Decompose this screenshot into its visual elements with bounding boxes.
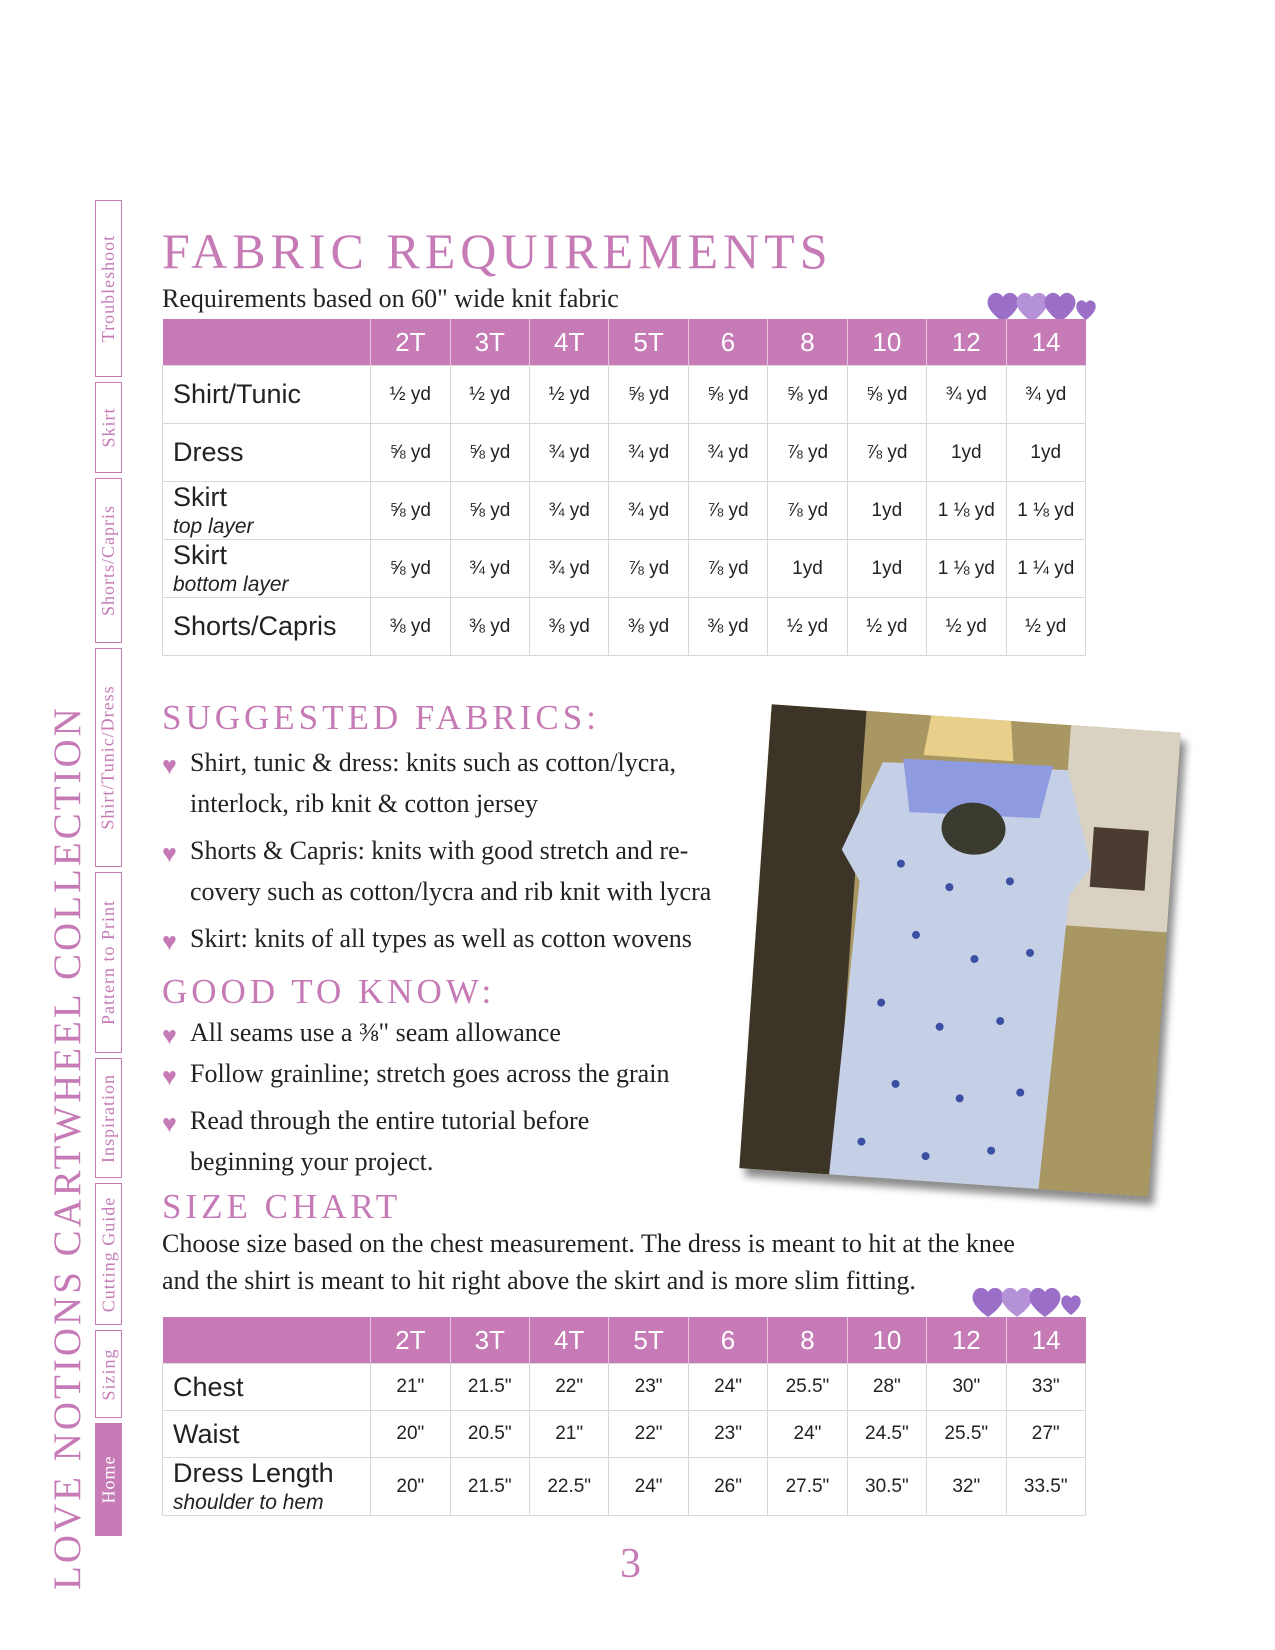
tab-cutting-guide[interactable] bbox=[95, 1183, 122, 1325]
row-label bbox=[163, 1364, 371, 1411]
table-cell: ⅞ yd bbox=[609, 540, 688, 598]
row-label-sub: shoulder to hem bbox=[173, 1491, 324, 1514]
heart-icon: ♥ bbox=[162, 1064, 177, 1091]
table-row bbox=[163, 366, 1086, 424]
row-label-sub: bottom layer bbox=[173, 573, 289, 596]
table-row bbox=[163, 1411, 1086, 1458]
table-cell: 32" bbox=[927, 1458, 1006, 1516]
list-item: covery such as cotton/lycra and rib knit with lycra bbox=[190, 877, 712, 906]
row-label-name: Chest bbox=[173, 1371, 244, 1402]
heart-icon: ♥ bbox=[162, 1023, 177, 1050]
tab-shirt-tunic-dress[interactable] bbox=[95, 648, 122, 867]
table-cell: 1 ⅛ yd bbox=[927, 482, 1006, 540]
list-item: ♥ Follow grainline; stretch goes across the grain bbox=[162, 1053, 669, 1094]
row-label-name: Skirt bbox=[173, 482, 227, 512]
tab-sizing-label: Sizing bbox=[98, 1347, 119, 1401]
good-to-know-heading: GOOD TO KNOW: bbox=[162, 972, 496, 1011]
dress-illustration bbox=[739, 704, 1180, 1196]
table-cell: ¾ yd bbox=[609, 424, 688, 482]
table-cell: ⅞ yd bbox=[847, 424, 926, 482]
table-cell: ⅝ yd bbox=[371, 424, 450, 482]
row-label bbox=[163, 366, 371, 424]
tab-inspiration-label: Inspiration bbox=[98, 1073, 118, 1163]
table-cell: 24.5" bbox=[847, 1411, 926, 1458]
table-cell: 30" bbox=[927, 1364, 1006, 1411]
table-cell: 22" bbox=[609, 1411, 688, 1458]
table-cell: ⅝ yd bbox=[450, 482, 529, 540]
good-to-know-list bbox=[162, 1012, 669, 1182]
column-header: 3T bbox=[450, 1317, 529, 1364]
row-label bbox=[163, 482, 371, 540]
table-row bbox=[163, 424, 1086, 482]
table-cell: 1yd bbox=[1006, 424, 1086, 482]
tab-pattern-to-print[interactable] bbox=[95, 872, 122, 1053]
list-item: ♥ Shirt, tunic & dress: knits such as cotton/lycra, bbox=[162, 742, 711, 783]
row-label-name: Shirt/Tunic bbox=[173, 379, 302, 409]
column-header: 10 bbox=[847, 1317, 926, 1364]
table-cell: 25.5" bbox=[768, 1364, 847, 1411]
table-cell: ½ yd bbox=[529, 366, 608, 424]
table-cell: ½ yd bbox=[1006, 598, 1086, 656]
list-item: interlock, rib knit & cotton jersey bbox=[190, 789, 539, 818]
list-item: ♥ Read through the entire tutorial before bbox=[162, 1100, 669, 1141]
list-item: ♥ All seams use a ⅜" seam allowance bbox=[162, 1012, 669, 1053]
table-cell: ¾ yd bbox=[529, 482, 608, 540]
table-cell: ¾ yd bbox=[529, 424, 608, 482]
table-cell: ⅝ yd bbox=[450, 424, 529, 482]
column-header: 6 bbox=[688, 319, 767, 366]
table-cell: 21" bbox=[371, 1364, 450, 1411]
page-number: 3 bbox=[620, 1541, 641, 1587]
row-label-name: Dress bbox=[173, 437, 244, 467]
heart-icon: ♥ bbox=[162, 753, 177, 780]
table-row bbox=[163, 598, 1086, 656]
table-cell: 21" bbox=[529, 1411, 608, 1458]
column-header: 2T bbox=[371, 1317, 450, 1364]
row-label bbox=[163, 424, 371, 482]
tab-shorts-capris[interactable] bbox=[95, 478, 122, 643]
table-cell: 1 ⅛ yd bbox=[1006, 482, 1086, 540]
column-header: 6 bbox=[688, 1317, 767, 1364]
tab-pattern-to-print-label: Pattern to Print bbox=[98, 900, 118, 1025]
tab-home[interactable] bbox=[95, 1423, 122, 1536]
table-cell: ¾ yd bbox=[688, 424, 767, 482]
page-title: FABRIC REQUIREMENTS bbox=[162, 223, 833, 279]
column-header: 4T bbox=[529, 319, 608, 366]
table-cell: 1yd bbox=[847, 482, 926, 540]
table-cell: ⅜ yd bbox=[688, 598, 767, 656]
row-label bbox=[163, 1458, 371, 1516]
size-chart-description-line1: Choose size based on the chest measurement. The dress is meant to hit at the knee bbox=[162, 1229, 1015, 1258]
column-header: 8 bbox=[768, 319, 847, 366]
table-cell: 26" bbox=[688, 1458, 767, 1516]
table-cell: ⅝ yd bbox=[609, 366, 688, 424]
size-chart-heading: SIZE CHART bbox=[162, 1187, 402, 1226]
table-cell: ⅝ yd bbox=[688, 366, 767, 424]
table-cell: 21.5" bbox=[450, 1364, 529, 1411]
table-cell: ⅞ yd bbox=[688, 540, 767, 598]
suggested-fabrics-list bbox=[162, 742, 711, 959]
column-header: 12 bbox=[927, 1317, 1006, 1364]
table-cell: ½ yd bbox=[371, 366, 450, 424]
table-cell: 27" bbox=[1006, 1411, 1086, 1458]
table-cell: ⅝ yd bbox=[768, 366, 847, 424]
table-row bbox=[163, 482, 1086, 540]
table-cell: ⅝ yd bbox=[847, 366, 926, 424]
size-chart-description-line2: and the shirt is meant to hit right above the skirt and is more slim fitting. bbox=[162, 1266, 916, 1295]
table-row bbox=[163, 1458, 1086, 1516]
tab-inspiration[interactable] bbox=[95, 1058, 122, 1178]
table-cell: 24" bbox=[609, 1458, 688, 1516]
tab-skirt[interactable] bbox=[95, 382, 122, 473]
row-label bbox=[163, 1411, 371, 1458]
table-cell: 24" bbox=[768, 1411, 847, 1458]
heart-icon: ♥ bbox=[162, 841, 177, 868]
size-chart-table bbox=[162, 1317, 1086, 1516]
column-header: 4T bbox=[529, 1317, 608, 1364]
list-item: ♥ Shorts & Capris: knits with good stretch and re- bbox=[162, 830, 711, 871]
table-cell: ⅝ yd bbox=[371, 540, 450, 598]
list-item: beginning your project. bbox=[190, 1147, 434, 1176]
row-label bbox=[163, 540, 371, 598]
table-row bbox=[163, 540, 1086, 598]
fabric-requirements-table bbox=[162, 319, 1086, 656]
table-cell: ½ yd bbox=[847, 598, 926, 656]
table-cell: ½ yd bbox=[768, 598, 847, 656]
list-item: ♥ Skirt: knits of all types as well as cotton wovens bbox=[162, 918, 711, 959]
collection-title: LOVE NOTIONS CARTWHEEL COLLECTION bbox=[46, 705, 89, 1590]
table-cell: 30.5" bbox=[847, 1458, 926, 1516]
table-cell: 22" bbox=[529, 1364, 608, 1411]
column-header: 14 bbox=[1006, 319, 1086, 366]
table-cell: ⅜ yd bbox=[371, 598, 450, 656]
table-cell: 23" bbox=[609, 1364, 688, 1411]
heart-icon: ♥ bbox=[162, 929, 177, 956]
fabric-header-blank bbox=[163, 319, 371, 366]
row-label bbox=[163, 598, 371, 656]
size_chart-header-blank bbox=[163, 1317, 371, 1364]
table-cell: 20.5" bbox=[450, 1411, 529, 1458]
table-cell: 33.5" bbox=[1006, 1458, 1086, 1516]
table-cell: 1 ⅛ yd bbox=[927, 540, 1006, 598]
table-cell: 33" bbox=[1006, 1364, 1086, 1411]
table-cell: ⅜ yd bbox=[609, 598, 688, 656]
suggested-fabrics-heading: SUGGESTED FABRICS: bbox=[162, 698, 600, 737]
tab-troubleshoot[interactable] bbox=[95, 200, 122, 377]
tab-home-label: Home bbox=[98, 1455, 118, 1504]
table-cell: ⅜ yd bbox=[529, 598, 608, 656]
table-cell: 20" bbox=[371, 1411, 450, 1458]
table-cell: ¾ yd bbox=[609, 482, 688, 540]
tab-shirt-tunic-dress-label: Shirt/Tunic/Dress bbox=[98, 685, 119, 830]
tab-sizing[interactable] bbox=[95, 1330, 122, 1418]
table-cell: ⅞ yd bbox=[768, 482, 847, 540]
table-cell: ½ yd bbox=[450, 366, 529, 424]
column-header: 5T bbox=[609, 319, 688, 366]
column-header: 14 bbox=[1006, 1317, 1086, 1364]
size-header-row bbox=[163, 1317, 1086, 1364]
heart-icon: ♥ bbox=[162, 1111, 177, 1138]
column-header: 10 bbox=[847, 319, 926, 366]
row-label-name: Shorts/Capris bbox=[173, 611, 337, 641]
table-cell: 1yd bbox=[768, 540, 847, 598]
fabric-header-row bbox=[163, 319, 1086, 366]
dress-photo bbox=[739, 704, 1180, 1196]
table-cell: ⅞ yd bbox=[688, 482, 767, 540]
tab-shorts-capris-label: Shorts/Capris bbox=[98, 504, 119, 617]
column-header: 2T bbox=[371, 319, 450, 366]
table-cell: 23" bbox=[688, 1411, 767, 1458]
table-cell: ⅞ yd bbox=[768, 424, 847, 482]
tab-troubleshoot-label: Troubleshoot bbox=[98, 234, 119, 343]
row-label-name: Dress Length bbox=[173, 1458, 334, 1488]
table-cell: 28" bbox=[847, 1364, 926, 1411]
table-cell: 25.5" bbox=[927, 1411, 1006, 1458]
column-header: 3T bbox=[450, 319, 529, 366]
tab-cutting-guide-label: Cutting Guide bbox=[98, 1196, 118, 1312]
column-header: 5T bbox=[609, 1317, 688, 1364]
table-cell: ¾ yd bbox=[927, 366, 1006, 424]
table-cell: ½ yd bbox=[927, 598, 1006, 656]
row-label-name: Waist bbox=[173, 1418, 240, 1449]
table-cell: 24" bbox=[688, 1364, 767, 1411]
table-cell: ¾ yd bbox=[450, 540, 529, 598]
table-cell: 27.5" bbox=[768, 1458, 847, 1516]
table-cell: 1yd bbox=[927, 424, 1006, 482]
table-cell: ¾ yd bbox=[529, 540, 608, 598]
column-header: 8 bbox=[768, 1317, 847, 1364]
table-cell: 22.5" bbox=[529, 1458, 608, 1516]
table-cell: ⅜ yd bbox=[450, 598, 529, 656]
table-cell: 1yd bbox=[847, 540, 926, 598]
table-cell: ⅝ yd bbox=[371, 482, 450, 540]
table-cell: 1 ¼ yd bbox=[1006, 540, 1086, 598]
table-row bbox=[163, 1364, 1086, 1411]
table-cell: 20" bbox=[371, 1458, 450, 1516]
page-subtitle: Requirements based on 60" wide knit fabric bbox=[162, 284, 619, 313]
column-header: 12 bbox=[927, 319, 1006, 366]
row-label-sub: top layer bbox=[173, 515, 254, 538]
table-cell: 21.5" bbox=[450, 1458, 529, 1516]
tab-skirt-label: Skirt bbox=[98, 407, 119, 448]
row-label-name: Skirt bbox=[173, 540, 227, 570]
table-cell: ¾ yd bbox=[1006, 366, 1086, 424]
